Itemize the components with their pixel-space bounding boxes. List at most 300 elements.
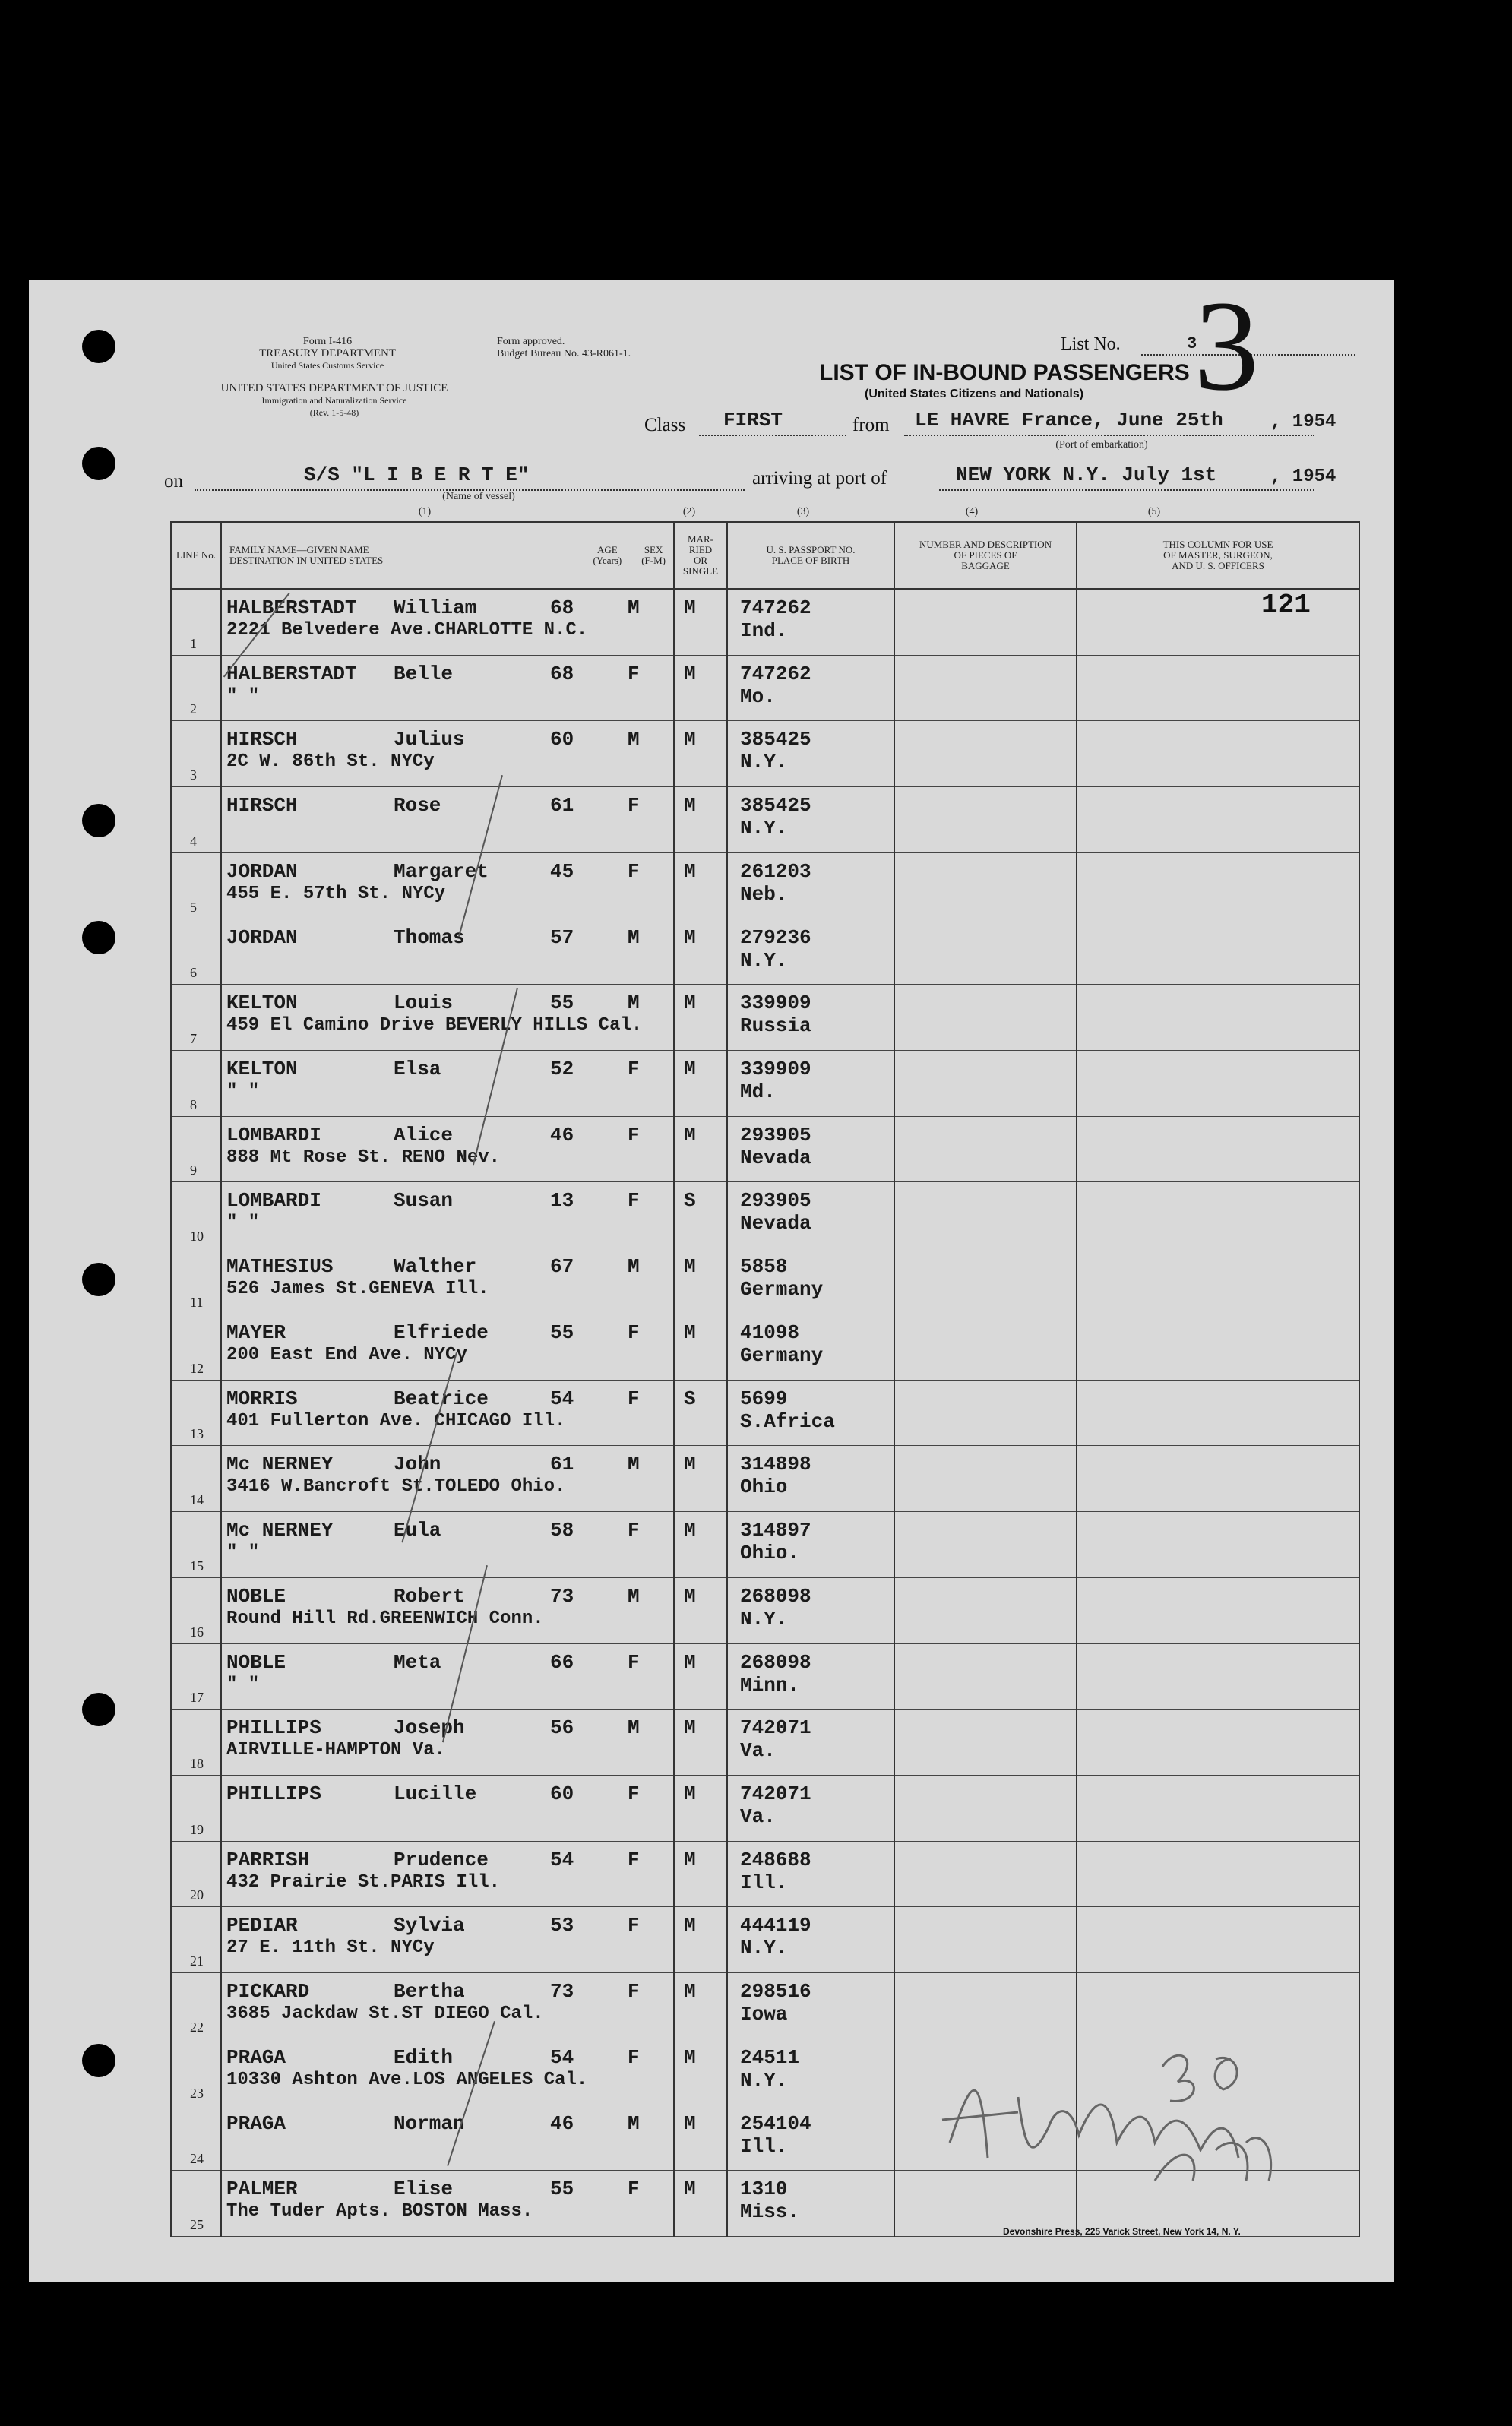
marital-cell	[674, 721, 727, 787]
given-name: Julius	[394, 728, 465, 751]
name-cell	[221, 1314, 674, 1380]
line-number: 22	[190, 2019, 204, 2035]
class-value: FIRST	[723, 409, 783, 432]
name-cell	[221, 1380, 674, 1446]
table-row	[171, 655, 1359, 721]
given-name: Belle	[394, 662, 454, 685]
line-cell	[171, 589, 221, 655]
col-num-3: (3)	[796, 506, 810, 517]
passport-number: 254104	[740, 2111, 811, 2135]
age: 66	[550, 1650, 574, 1674]
marital-cell	[674, 2039, 727, 2105]
place-of-birth: Md.	[740, 1080, 776, 1104]
sex: M	[628, 1453, 640, 1476]
family-name: Mc NERNEY	[226, 1519, 334, 1542]
age: 73	[550, 1980, 574, 2004]
binder-hole	[82, 804, 115, 837]
table-row	[171, 1775, 1359, 1841]
arriving-label: arriving at port of	[752, 468, 887, 489]
given-name: Prudence	[394, 1848, 489, 1871]
marital-cell	[674, 852, 727, 919]
place-of-birth: N.Y.	[740, 2068, 788, 2092]
family-name: NOBLE	[226, 1584, 286, 1608]
passport-number: 24511	[740, 2045, 800, 2069]
marital-cell	[674, 919, 727, 985]
place-of-birth: Miss.	[740, 2200, 800, 2224]
line-cell	[171, 1380, 221, 1446]
marital-cell	[674, 1182, 727, 1248]
given-name: Sylvia	[394, 1914, 465, 1937]
table-row	[171, 852, 1359, 919]
name-cell	[221, 2171, 674, 2237]
sex: F	[628, 859, 640, 883]
col-num-1: (1)	[418, 506, 432, 517]
given-name: Susan	[394, 1189, 454, 1213]
marital-cell	[674, 787, 727, 853]
place-of-birth: Neb.	[740, 882, 788, 906]
marital-cell	[674, 1643, 727, 1710]
binder-hole	[82, 921, 115, 954]
line-cell	[171, 1446, 221, 1512]
given-name: John	[394, 1453, 441, 1476]
list-number-typed: 3	[1187, 334, 1197, 353]
vessel-caption: (Name of vessel)	[442, 491, 515, 502]
baggage-cell	[894, 1841, 1077, 1907]
passport-cell	[727, 1973, 894, 2039]
on-label: on	[164, 471, 183, 492]
from-year: , 1954	[1270, 412, 1336, 432]
arrival-line	[939, 489, 1314, 491]
passport-number: 444119	[740, 1914, 811, 1937]
given-name: Meta	[394, 1650, 441, 1674]
place-of-birth: Ind.	[740, 619, 788, 642]
age: 54	[550, 1848, 574, 1871]
family-name: JORDAN	[226, 859, 298, 883]
age: 68	[550, 596, 574, 619]
table-row	[171, 1051, 1359, 1117]
passport-number: 339909	[740, 1058, 811, 1081]
given-name: Thomas	[394, 925, 465, 949]
baggage-cell	[894, 985, 1077, 1051]
marital-status: M	[684, 2111, 696, 2135]
table-row	[171, 1314, 1359, 1380]
line-number: 6	[190, 965, 197, 981]
destination: 200 East End Ave. NYCy	[226, 1344, 467, 1365]
marital-status: M	[684, 1519, 696, 1542]
baggage-cell	[894, 1775, 1077, 1841]
line-cell	[171, 1710, 221, 1776]
col-num-2: (2)	[682, 506, 696, 517]
passport-number: 298516	[740, 1980, 811, 2004]
marital-status: M	[684, 1782, 696, 1805]
passport-cell	[727, 2039, 894, 2105]
marital-status: M	[684, 1453, 696, 1476]
family-name: HIRSCH	[226, 728, 298, 751]
officer-cell	[1077, 1446, 1359, 1512]
given-name: Robert	[394, 1584, 465, 1608]
family-name: LOMBARDI	[226, 1189, 321, 1213]
given-name: Rose	[394, 794, 441, 818]
officer-cell	[1077, 1643, 1359, 1710]
line-number: 14	[190, 1492, 204, 1508]
baggage-cell	[894, 1710, 1077, 1776]
name-cell	[221, 1577, 674, 1643]
passport-cell	[727, 1116, 894, 1182]
col-header-name-text: FAMILY NAME—GIVEN NAME DESTINATION IN UNITED STATES	[229, 544, 384, 566]
table-row	[171, 1643, 1359, 1710]
name-cell	[221, 1775, 674, 1841]
marital-status: M	[684, 596, 696, 619]
passport-cell	[727, 589, 894, 655]
age: 13	[550, 1189, 574, 1213]
baggage-cell	[894, 787, 1077, 853]
age: 45	[550, 859, 574, 883]
given-name: Lucille	[394, 1782, 477, 1805]
passport-cell	[727, 1775, 894, 1841]
sex: M	[628, 925, 640, 949]
place-of-birth: N.Y.	[740, 1607, 788, 1631]
given-name: Elise	[394, 2178, 454, 2201]
destination: 3685 Jackdaw St.ST DIEGO Cal.	[226, 2004, 544, 2025]
name-cell	[221, 1973, 674, 2039]
marital-cell	[674, 589, 727, 655]
given-name: Alice	[394, 1123, 454, 1147]
place-of-birth: Germany	[740, 1343, 824, 1367]
sex: F	[628, 1387, 640, 1410]
name-cell	[221, 919, 674, 985]
line-number: 3	[190, 767, 197, 783]
line-number: 8	[190, 1096, 197, 1112]
passport-cell	[727, 721, 894, 787]
passport-number: 385425	[740, 728, 811, 751]
officer-cell	[1077, 985, 1359, 1051]
line-number: 19	[190, 1821, 204, 1837]
passport-cell	[727, 1446, 894, 1512]
line-number: 20	[190, 1887, 204, 1903]
table-row	[171, 721, 1359, 787]
binder-hole	[82, 330, 115, 363]
table-row	[171, 1841, 1359, 1907]
page-subtitle: (United States Citizens and Nationals)	[865, 387, 1084, 400]
marital-cell	[674, 1907, 727, 1973]
age: 73	[550, 1584, 574, 1608]
table-row	[171, 1907, 1359, 1973]
family-name: PEDIAR	[226, 1914, 298, 1937]
table-row	[171, 985, 1359, 1051]
officer-cell	[1077, 721, 1359, 787]
place-of-birth: Nevada	[740, 1212, 811, 1235]
sex: F	[628, 1980, 640, 2004]
line-cell	[171, 1577, 221, 1643]
line-number: 11	[190, 1294, 204, 1310]
sex: F	[628, 662, 640, 685]
line-number: 10	[190, 1229, 204, 1245]
place-of-birth: Ohio.	[740, 1542, 800, 1565]
given-name: Norman	[394, 2111, 465, 2135]
officer-cell	[1077, 1577, 1359, 1643]
destination: 455 E. 57th St. NYCy	[226, 883, 446, 904]
table-row	[171, 1577, 1359, 1643]
line-cell	[171, 1841, 221, 1907]
arrival-year: , 1954	[1270, 467, 1336, 487]
family-name: Mc NERNEY	[226, 1453, 334, 1476]
given-name: Elsa	[394, 1058, 441, 1081]
col-header-name	[221, 522, 674, 589]
sex: F	[628, 1189, 640, 1213]
arrival-port: NEW YORK N.Y. July 1st	[956, 463, 1217, 486]
name-cell	[221, 655, 674, 721]
col-header-sex: SEX (F-M)	[641, 544, 666, 566]
table-row	[171, 1248, 1359, 1314]
age: 58	[550, 1519, 574, 1542]
given-name: Joseph	[394, 1716, 465, 1740]
family-name: MATHESIUS	[226, 1255, 334, 1279]
age: 68	[550, 662, 574, 685]
passport-number: 339909	[740, 992, 811, 1015]
marital-cell	[674, 1577, 727, 1643]
marital-cell	[674, 1446, 727, 1512]
passport-number: 747262	[740, 596, 811, 619]
line-number: 5	[190, 899, 197, 915]
given-name: Elfriede	[394, 1321, 489, 1344]
officer-cell	[1077, 1710, 1359, 1776]
name-cell	[221, 2039, 674, 2105]
name-cell	[221, 1446, 674, 1512]
passport-number: 1310	[740, 2178, 788, 2201]
marital-status: S	[684, 1189, 696, 1213]
line-cell	[171, 919, 221, 985]
col-header-officers: THIS COLUMN FOR USE OF MASTER, SURGEON, AND U. S. OFFICERS	[1077, 522, 1359, 589]
line-cell	[171, 2171, 221, 2237]
name-cell	[221, 1512, 674, 1578]
baggage-cell	[894, 1512, 1077, 1578]
name-cell	[221, 787, 674, 853]
age: 55	[550, 2178, 574, 2201]
officer-cell	[1077, 1182, 1359, 1248]
marital-status: M	[684, 925, 696, 949]
col-header-baggage: NUMBER AND DESCRIPTION OF PIECES OF BAGGAGE	[894, 522, 1077, 589]
age: 60	[550, 728, 574, 751]
passport-number: 279236	[740, 925, 811, 949]
given-name: Edith	[394, 2045, 454, 2069]
place-of-birth: N.Y.	[740, 948, 788, 972]
col-num-4: (4)	[965, 506, 979, 517]
table-row	[171, 1380, 1359, 1446]
sex: F	[628, 1848, 640, 1871]
line-number: 4	[190, 833, 197, 849]
passport-cell	[727, 985, 894, 1051]
passport-cell	[727, 655, 894, 721]
line-cell	[171, 787, 221, 853]
marital-cell	[674, 1710, 727, 1776]
age: 54	[550, 1387, 574, 1410]
name-cell	[221, 985, 674, 1051]
destination: 459 El Camino Drive BEVERLY HILLS Cal.	[226, 1015, 643, 1036]
passport-cell	[727, 1512, 894, 1578]
marital-cell	[674, 1380, 727, 1446]
sex: F	[628, 1914, 640, 1937]
table-row	[171, 1710, 1359, 1776]
marital-status: M	[684, 1321, 696, 1344]
passport-number: 248688	[740, 1848, 811, 1871]
destination: AIRVILLE-HAMPTON Va.	[226, 1740, 446, 1761]
age: 55	[550, 1321, 574, 1344]
list-number-stamp: 3	[1194, 274, 1259, 417]
vessel-name: S/S "L I B E R T E"	[304, 463, 530, 486]
family-name: LOMBARDI	[226, 1123, 321, 1147]
sex: M	[628, 596, 640, 619]
family-name: PHILLIPS	[226, 1716, 321, 1740]
line-number: 21	[190, 1953, 204, 1969]
family-name: HIRSCH	[226, 794, 298, 818]
passport-number: 742071	[740, 1782, 811, 1805]
given-name: Beatrice	[394, 1387, 489, 1410]
age: 46	[550, 1123, 574, 1147]
officer-cell	[1077, 1512, 1359, 1578]
marital-cell	[674, 1512, 727, 1578]
destination: 432 Prairie St.PARIS Ill.	[226, 1871, 501, 1893]
name-cell	[221, 589, 674, 655]
passport-number: 742071	[740, 1716, 811, 1740]
passport-cell	[727, 1051, 894, 1117]
sex: F	[628, 2045, 640, 2069]
place-of-birth: Nevada	[740, 1146, 811, 1169]
sex: M	[628, 2111, 640, 2135]
name-cell	[221, 721, 674, 787]
marital-status: M	[684, 662, 696, 685]
officer-cell	[1077, 919, 1359, 985]
col-header-married: MAR- RIED OR SINGLE	[674, 522, 727, 589]
marital-status: M	[684, 1914, 696, 1937]
family-name: KELTON	[226, 992, 298, 1015]
baggage-cell	[894, 1907, 1077, 1973]
destination: " "	[226, 1674, 260, 1695]
name-cell	[221, 1841, 674, 1907]
marital-cell	[674, 1248, 727, 1314]
binder-hole	[82, 447, 115, 480]
destination: 10330 Ashton Ave.LOS ANGELES Cal.	[226, 2069, 588, 2090]
baggage-cell	[894, 1446, 1077, 1512]
age: 56	[550, 1716, 574, 1740]
marital-cell	[674, 1973, 727, 2039]
place-of-birth: Ill.	[740, 2134, 788, 2158]
destination: " "	[226, 1081, 260, 1102]
line-cell	[171, 1051, 221, 1117]
age: 52	[550, 1058, 574, 1081]
destination: Round Hill Rd.GREENWICH Conn.	[226, 1608, 544, 1629]
from-line	[904, 435, 1314, 436]
line-number: 7	[190, 1031, 197, 1047]
name-cell	[221, 1182, 674, 1248]
destination: 401 Fullerton Ave. CHICAGO Ill.	[226, 1410, 566, 1431]
baggage-cell	[894, 1577, 1077, 1643]
passport-number: 41098	[740, 1321, 800, 1344]
line-cell	[171, 1973, 221, 2039]
table-row	[171, 1116, 1359, 1182]
marital-status: M	[684, 1584, 696, 1608]
family-name: PARRISH	[226, 1848, 310, 1871]
line-number: 13	[190, 1426, 204, 1442]
given-name: Margaret	[394, 859, 489, 883]
name-cell	[221, 1643, 674, 1710]
officer-cell	[1077, 655, 1359, 721]
family-name: PRAGA	[226, 2111, 286, 2135]
sex: F	[628, 1123, 640, 1147]
name-cell	[221, 1051, 674, 1117]
marital-status: M	[684, 992, 696, 1015]
binder-hole	[82, 2044, 115, 2077]
officer-cell	[1077, 1841, 1359, 1907]
marital-status: M	[684, 1058, 696, 1081]
marital-cell	[674, 1116, 727, 1182]
marital-status: M	[684, 859, 696, 883]
handwritten-signature	[927, 2029, 1284, 2188]
sex: M	[628, 1584, 640, 1608]
family-name: PICKARD	[226, 1980, 310, 2004]
line-cell	[171, 2039, 221, 2105]
age: 61	[550, 1453, 574, 1476]
passport-cell	[727, 1577, 894, 1643]
justice-department: UNITED STATES DEPARTMENT OF JUSTICE	[220, 382, 448, 394]
passport-number: 314897	[740, 1519, 811, 1542]
given-name: William	[394, 596, 477, 619]
embark-caption: (Port of embarkation)	[1055, 439, 1148, 451]
line-number: 15	[190, 1558, 204, 1574]
family-name: PRAGA	[226, 2045, 286, 2069]
passport-number: 314898	[740, 1453, 811, 1476]
family-name: NOBLE	[226, 1650, 286, 1674]
place-of-birth: S.Africa	[740, 1409, 835, 1433]
line-number: 25	[190, 2217, 204, 2232]
destination: 2221 Belvedere Ave.CHARLOTTE N.C.	[226, 620, 588, 641]
sex: F	[628, 1782, 640, 1805]
family-name: MORRIS	[226, 1387, 298, 1410]
officer-cell	[1077, 1907, 1359, 1973]
marital-status: M	[684, 1650, 696, 1674]
marital-status: M	[684, 1123, 696, 1147]
col-header-age: AGE (Years)	[593, 544, 622, 566]
line-cell	[171, 1907, 221, 1973]
marital-cell	[674, 1314, 727, 1380]
line-number: 23	[190, 2085, 204, 2101]
passport-number: 5699	[740, 1387, 788, 1410]
place-of-birth: N.Y.	[740, 817, 788, 840]
marital-status: M	[684, 728, 696, 751]
line-number: 18	[190, 1755, 204, 1771]
sex: M	[628, 1255, 640, 1279]
given-name: Walther	[394, 1255, 477, 1279]
passport-cell	[727, 1841, 894, 1907]
place-of-birth: Ohio	[740, 1476, 788, 1499]
line-number: 12	[190, 1360, 204, 1376]
col-num-5: (5)	[1147, 506, 1161, 517]
marital-status: M	[684, 1848, 696, 1871]
line-cell	[171, 1116, 221, 1182]
destination: 526 James St.GENEVA Ill.	[226, 1279, 489, 1300]
page-title: LIST OF IN-BOUND PASSENGERS	[819, 360, 1190, 385]
line-cell	[171, 1248, 221, 1314]
sex: M	[628, 1716, 640, 1740]
place-of-birth: Va.	[740, 1804, 776, 1828]
destination: The Tuder Apts. BOSTON Mass.	[226, 2201, 533, 2222]
passport-cell	[727, 2105, 894, 2171]
officer-cell	[1077, 787, 1359, 853]
marital-status: M	[684, 1980, 696, 2004]
baggage-cell	[894, 1248, 1077, 1314]
line-cell	[171, 1775, 221, 1841]
age: 54	[550, 2045, 574, 2069]
destination: 27 E. 11th St. NYCy	[226, 1937, 435, 1959]
